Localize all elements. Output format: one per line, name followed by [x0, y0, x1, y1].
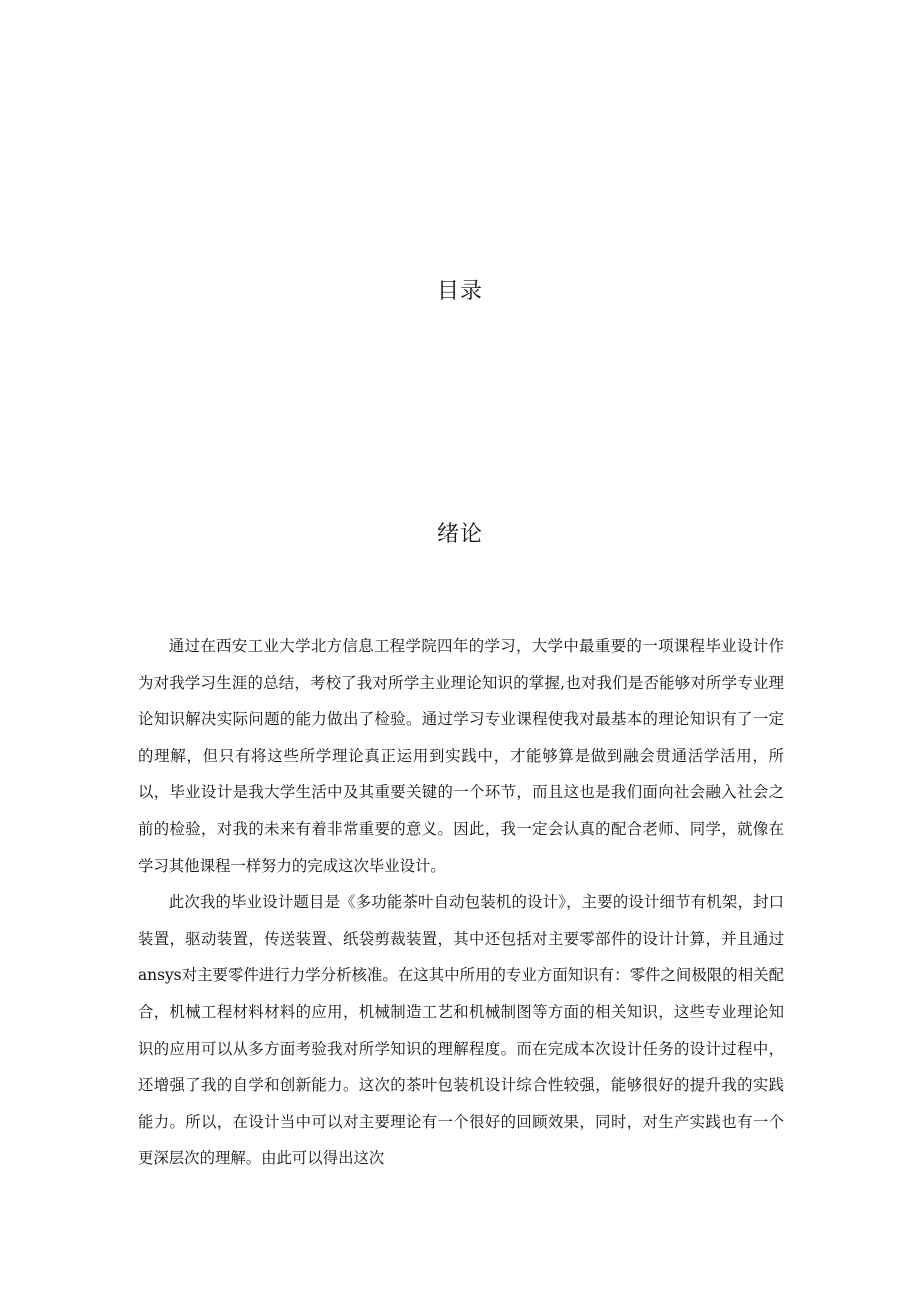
- introduction-paragraph-2: 此次我的毕业设计题目是《多功能茶叶自动包装机的设计》，主要的设计细节有机架，封口装置，驱动装置，传送装置、纸袋剪裁装置，其中还包括对主要零部件的设计计算，并且通过ansys对主要零件进行力学分析核准。在这其中所用的专业方面知识有：零件之间极限的相关配合，机械工程材料材料的应用，机械制造工艺和机械制图等方面的相关知识，这些专业理论知识的应用可以从多方面考验我对所学知识的理解程度。而在完成本次设计任务的设计过程中，还增强了我的自学和创新能力。这次的茶叶包装机设计综合性较强，能够很好的提升我的实践能力。所以，在设计当中可以对主要理论有一个很好的回顾效果，同时，对生产实践也有一个更深层次的理解。由此可以得出这次: [138, 893, 784, 1168]
- toc-title: 目录: [436, 279, 483, 304]
- introduction-title: 绪论: [436, 522, 483, 547]
- introduction-paragraph-1: 通过在西安工业大学北方信息工程学院四年的学习，大学中最重要的一项课程毕业设计作为对我学习生涯的总结，考校了我对所学主业理论知识的掌握,也对我们是否能够对所学专业理论知识解决实际问题的能力做出了检验。通过学习专业课程使我对最基本的理论知识有了一定的理解，但只有将这些所学理论真正运用到实践中，才能够算是做到融会贯通活学活用，所以，毕业设计是我大学生活中及其重要关键的一个环节，而且这也是我们面向社会融入社会之前的检验，对我的未来有着非常重要的意义。因此，我一定会认真的配合老师、同学，就像在学习其他课程一样努力的完成这次毕业设计。: [138, 637, 784, 875]
- introduction-body: [138, 628, 784, 1177]
